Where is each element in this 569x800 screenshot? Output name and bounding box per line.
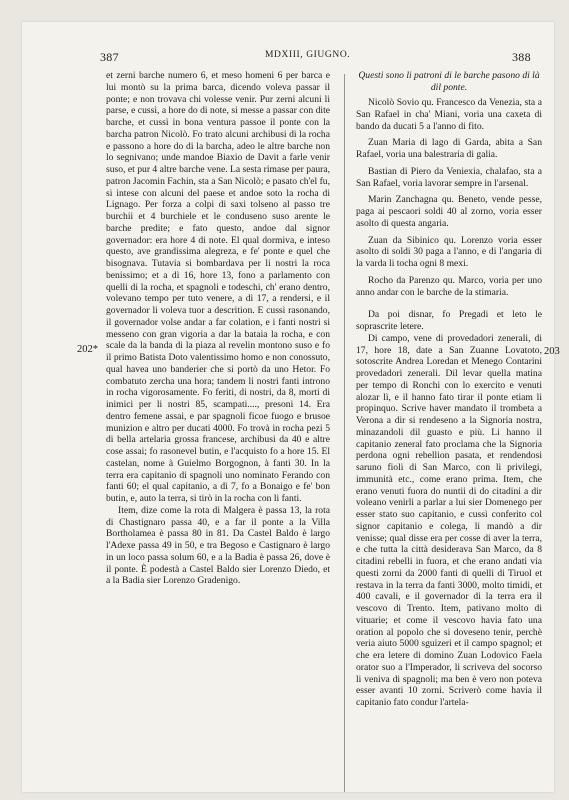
patron-entry: Zuan da Sibinico qu. Lorenzo voria esser asolto di soldi 30 paga a l'anno, e di l'angaria di la varda li tocha ogni 8 mexi. — [356, 234, 542, 269]
patron-entry: Nicolò Sovio qu. Francesco da Venezia, sta a San Rafael in cha' Miani, voria una caxeta di bando da ducati 5 a l'anno di fito. — [356, 97, 542, 132]
patron-entry: Bastian di Piero da Veniexia, chalafao, sta a San Rafael, voria lavorar sempre in l'arsenal. — [356, 165, 542, 189]
left-page-number: 387 — [100, 50, 119, 64]
patron-entry: Zuan Maria di lago di Garda, abita a San Rafael, voria una balestraria di galia. — [356, 137, 542, 160]
left-margin-note: 202* — [77, 344, 98, 355]
left-text-column — [106, 70, 330, 587]
left-paragraph: Item, dize come la rota di Malgera è passa 13, la rota di Chastignaro passa 40, e a far il ponte a la Villa Bortholamea è passa 80 in 81. Da Castel Baldo è largo l'Adexe passa 49 in 50, e tra Begoso e Castignaro è largo in un loco passa solum 60, e a la Badia è passa 26, dove è il ponte. È podestà a Castel Baldo sier Lorenzo Diedo, et a la Badia sier Lorenzo Gradenigo. — [106, 504, 330, 587]
patron-entry: Rocho da Parenzo qu. Marco, voria per uno anno andar con le barche de la stimaria. — [356, 274, 542, 298]
running-head: MDXIII, GIUGNO. — [265, 50, 351, 60]
section-heading: Questi sono li patroni di le barche pasono di là dil ponte. — [358, 70, 540, 93]
right-text-column — [356, 70, 542, 709]
right-paragraph: Di campo, vene di provedadori zenerali, di 17, hore 18, date a San Zuanne Lovatoto, sotoscrite Andrea Loredan et Menego Contarini provedadori zenerali. Dil levar quella matina per tempo di Ronchi con lo exercito e venuti alozar lì, e il hanno fato tirar il ponte etiam li propinquo. Scrive haver mandato il trombeta a Verona a dir si rendeseno a la Signoria nostra, minazandoli dil guasto e più. Li hanno il capitanio zeneral fato proclama che la Signoria perdona ogni rebellion pasata, et rendendosi saruno fioli di San Marco, con li privilegi, immunità etc., come erano prima. Item, che erano venuti fuora do nuntii di do citadini a dir voleano venirli a parlar a lui sier Domenego per esser stato suo capitanio, e cussì conferito col signor capitanio e colega, li mandò a dir venisse; qual disse era per cosse di aver la terra, e che tutta la città desiderava San Marco, da 8 citadini rebelli in fuora, et che erano andati via questi zorni da 2000 fanti di quelli di Tiruol et restava in la terra da fanti 3000, molto timidi, et 400 cavali, e il governador di la terra era il vescovo di Trento. Item, pativano molto di vituarie; et come il vescovo havia fato una oration al popolo che si doveseno tenir, perchè veria aiuto 5000 sguizeri et il campo spagnol; et che era letere di domino Zuan Lodovico Faela orator suo a l'Imperador, li scriveva del socorso li veniva di spagnoli; ma ben è vero non poteva esser avanti 10 zorni. Scriverò come havia il capitanio fato condur l'artela- — [356, 332, 542, 708]
book-page — [22, 22, 560, 792]
right-page-number: 388 — [512, 50, 531, 64]
left-paragraph: et zerni barche numero 6, et meso homeni 6 per barca e lui montò su la prima barca, dicendo voleva passar il ponte; e non trovava chi volesse venir. Pur zerni alcuni li parse, e cussì, a hore do di note, si messe a passar con dite barche, et cussì in bona ventura passoe il ponte con la barcha patron Nicolò. Fo trato alcuni archibusi di la rocha e passono a hore do di la barcha, adeo le altre barche non lo segnivano; unde mandoe Biaxio de Davit a farle venir suso, et pur 4 altre barche vene. La sesta rimase per paura, patron Jacomin Fachin, sta a San Nicolò; e pasato ch'el fu, si intese con alcuni del paese et andoe soto la rocha di Lignago. Per forza a colpi di saxi tolseno al passo tre burchii et 4 burchiele et le conduseno suso arente le barche predite; e fato questo, andoe dal signor governador: era hore 4 di note. El qual dormiva, e inteso questo, ave grandissima alegreza, e fe' ponte e quel che bisognava. Tutavia si bombardava per li nostri la roca benissimo; et a dì 16, hore 13, fono a parlamento con quelli di la rocha, et spagnoli e todeschi, ch' erano dentro, volevano tempo per tuto venere, a dì 17, a rendersi, e il governador li voleva tuor a descrition. E cussì rasonando, il governador volse andar a far colation, e i fanti nostri si messeno con gran vigoria a dar la bataia la rocha, e con scale da la banda di la piaza al revelin montono suso e fo il primo Batista Doto valentissimo homo e non conossuto, qual havea uno banderier che si portò da uno Hetor. Fo combatuto zercha una hora; tandem li nostri fanti introno in rocha vigorosamente. Fo feriti, di nostri, da 8, morti di inimici per li nostri 85, scampati...., presoni 14. Era dentro femene assai, e par spagnoli ficoe fuogo e brusoe munizion e altro per ducati 4000. Fo trovà in rocha pezi 5 di bella artelaria grossa francese, archibusi da 40 e altre cose assai; fo rasonevel butin, e l'acquisto fo a hore 15. El castelan, nome à Guielmo Borgognon, à fanti 30. In la terra era capitanio di spagnoli uno nominato Ferando con fanti 60; el qual capitanio, a dì 7, fo a Bonaigo e fe' bon butin, e, auto la terra, si tirò in la rocha con li fanti. — [106, 70, 330, 504]
patron-entry: Marin Zanchagna qu. Beneto, vende pesse, paga ai pescaori soldi 40 al zorno, voria esser asolto di questa angaria. — [356, 194, 542, 229]
right-paragraph: Da poi disnar, fo Pregadi et leto le soprascrite letere. — [356, 309, 542, 332]
column-divider — [344, 74, 345, 792]
right-margin-note: 203 — [544, 346, 560, 357]
